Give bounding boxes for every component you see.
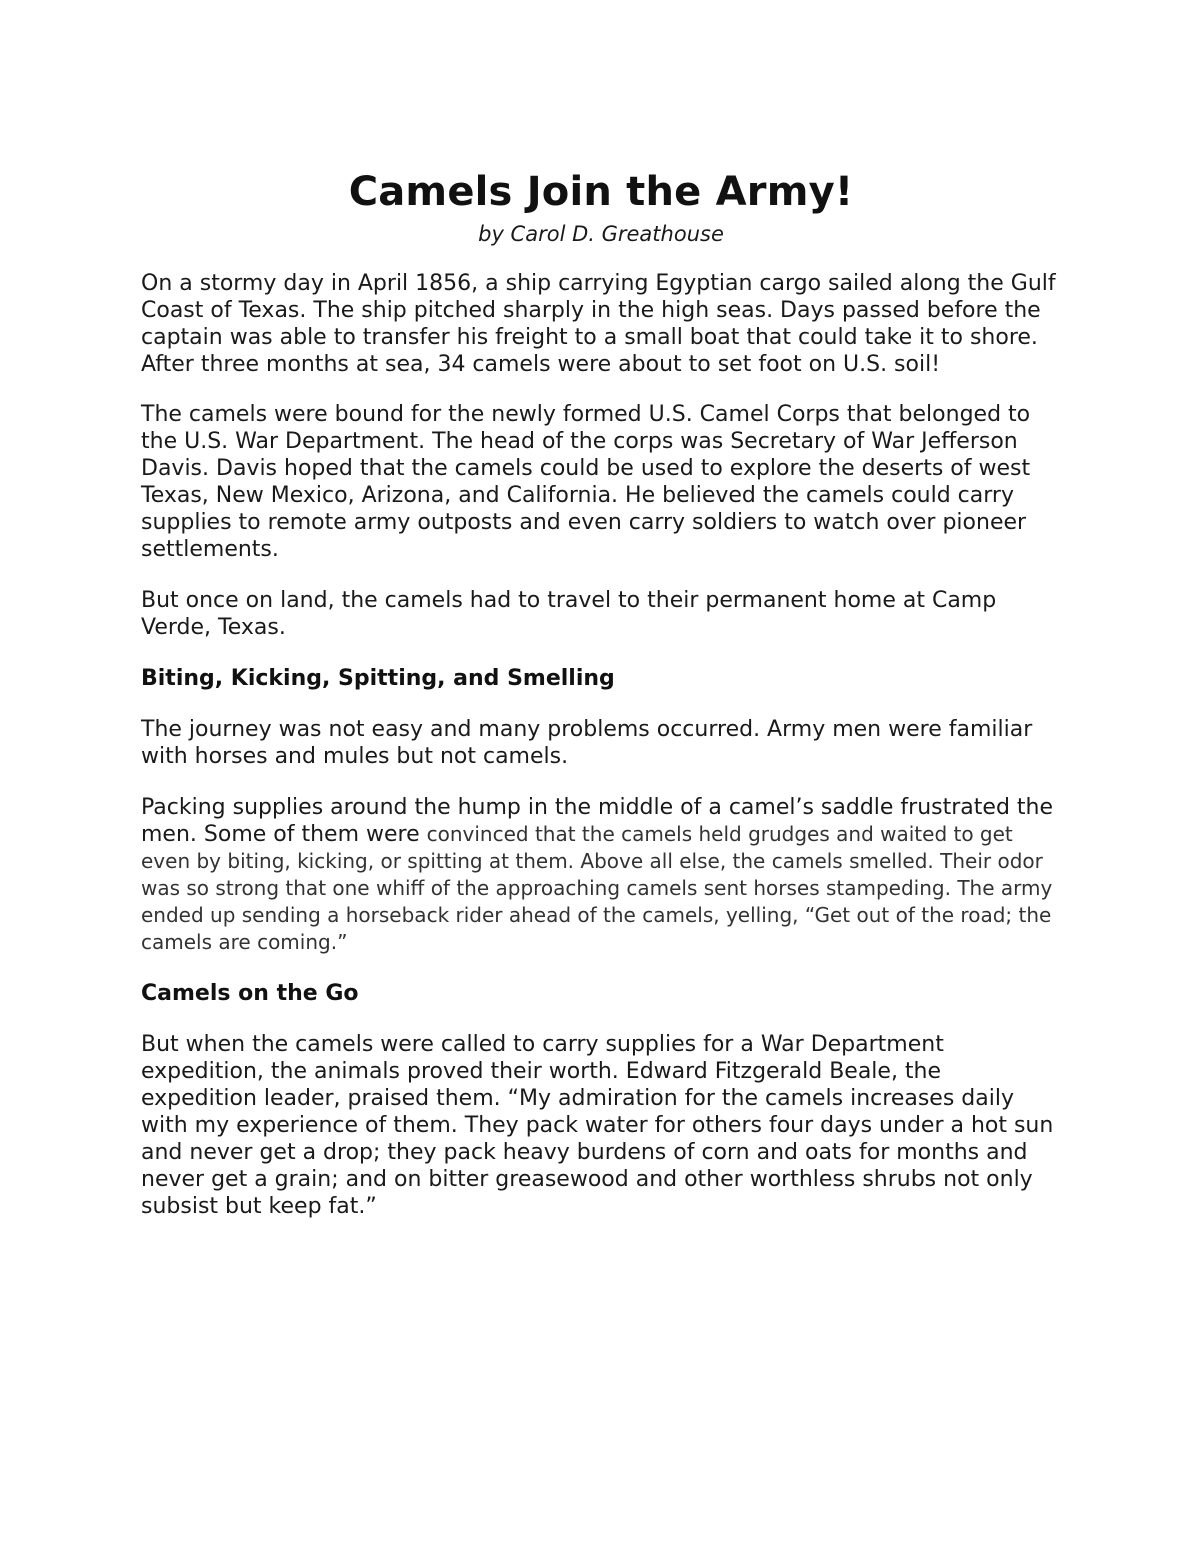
section-heading-camels-on-the-go: Camels on the Go [141, 981, 359, 1006]
paragraph-4: The journey was not easy and many problems occurred. Army men were familiar with horses and mules but not camels. [141, 717, 1033, 769]
document-page [141, 168, 1061, 1220]
paragraph-2: The camels were bound for the newly formed U.S. Camel Corps that belonged to the U.S. War Department. The head of the corps was Secretary of War Jefferson Davis. Davis hoped that the camels could be used to explore the deserts of west Texas, New Mexico, Arizona, and California. He believed the camels could carry supplies to remote army outposts and even carry soldiers to watch over pioneer settlements. [141, 402, 1031, 562]
paragraph-5-part-1: Packing supplies around the hump in the middle of a camel’s saddle frustrated the men. Some of them were [141, 795, 1054, 847]
paragraph-1: On a stormy day in April 1856, a ship carrying Egyptian cargo sailed along the Gulf Coast of Texas. The ship pitched sharply in the high seas. Days passed before the captain was able to transfer his freight to a small boat that could take it to shore. After three months at sea, 34 camels were about to set foot on U.S. soil! [141, 271, 1056, 377]
section-heading-biting: Biting, Kicking, Spitting, and Smelling [141, 666, 615, 691]
article-byline: by Carol D. Greathouse [478, 222, 724, 246]
paragraph-5-part-2: convinced that the camels held grudges and waited to get even by biting, kicking, or spitting at them. Above all else, the camels smelled. Their odor was so strong that one whiff of the approaching camels sent horses stampeding. The army ended up sending a horseback rider ahead of the camels, yelling, “Get out of the road; the camels are coming.” [141, 822, 1053, 954]
paragraph-3: But once on land, the camels had to travel to their permanent home at Camp Verde, Texas. [141, 588, 997, 640]
paragraph-6: But when the camels were called to carry supplies for a War Department expedition, the animals proved their worth. Edward Fitzgerald Beale, the expedition leader, praised them. “My admiration for the camels increases daily with my experience of them. They pack water for others four days under a hot sun and never get a drop; they pack heavy burdens of corn and oats for months and never get a grain; and on bitter greasewood and other worthless shrubs not only subsist but keep fat.” [141, 1032, 1054, 1219]
article-title: Camels Join the Army! [348, 169, 854, 215]
paragraph-5 [141, 794, 1061, 956]
